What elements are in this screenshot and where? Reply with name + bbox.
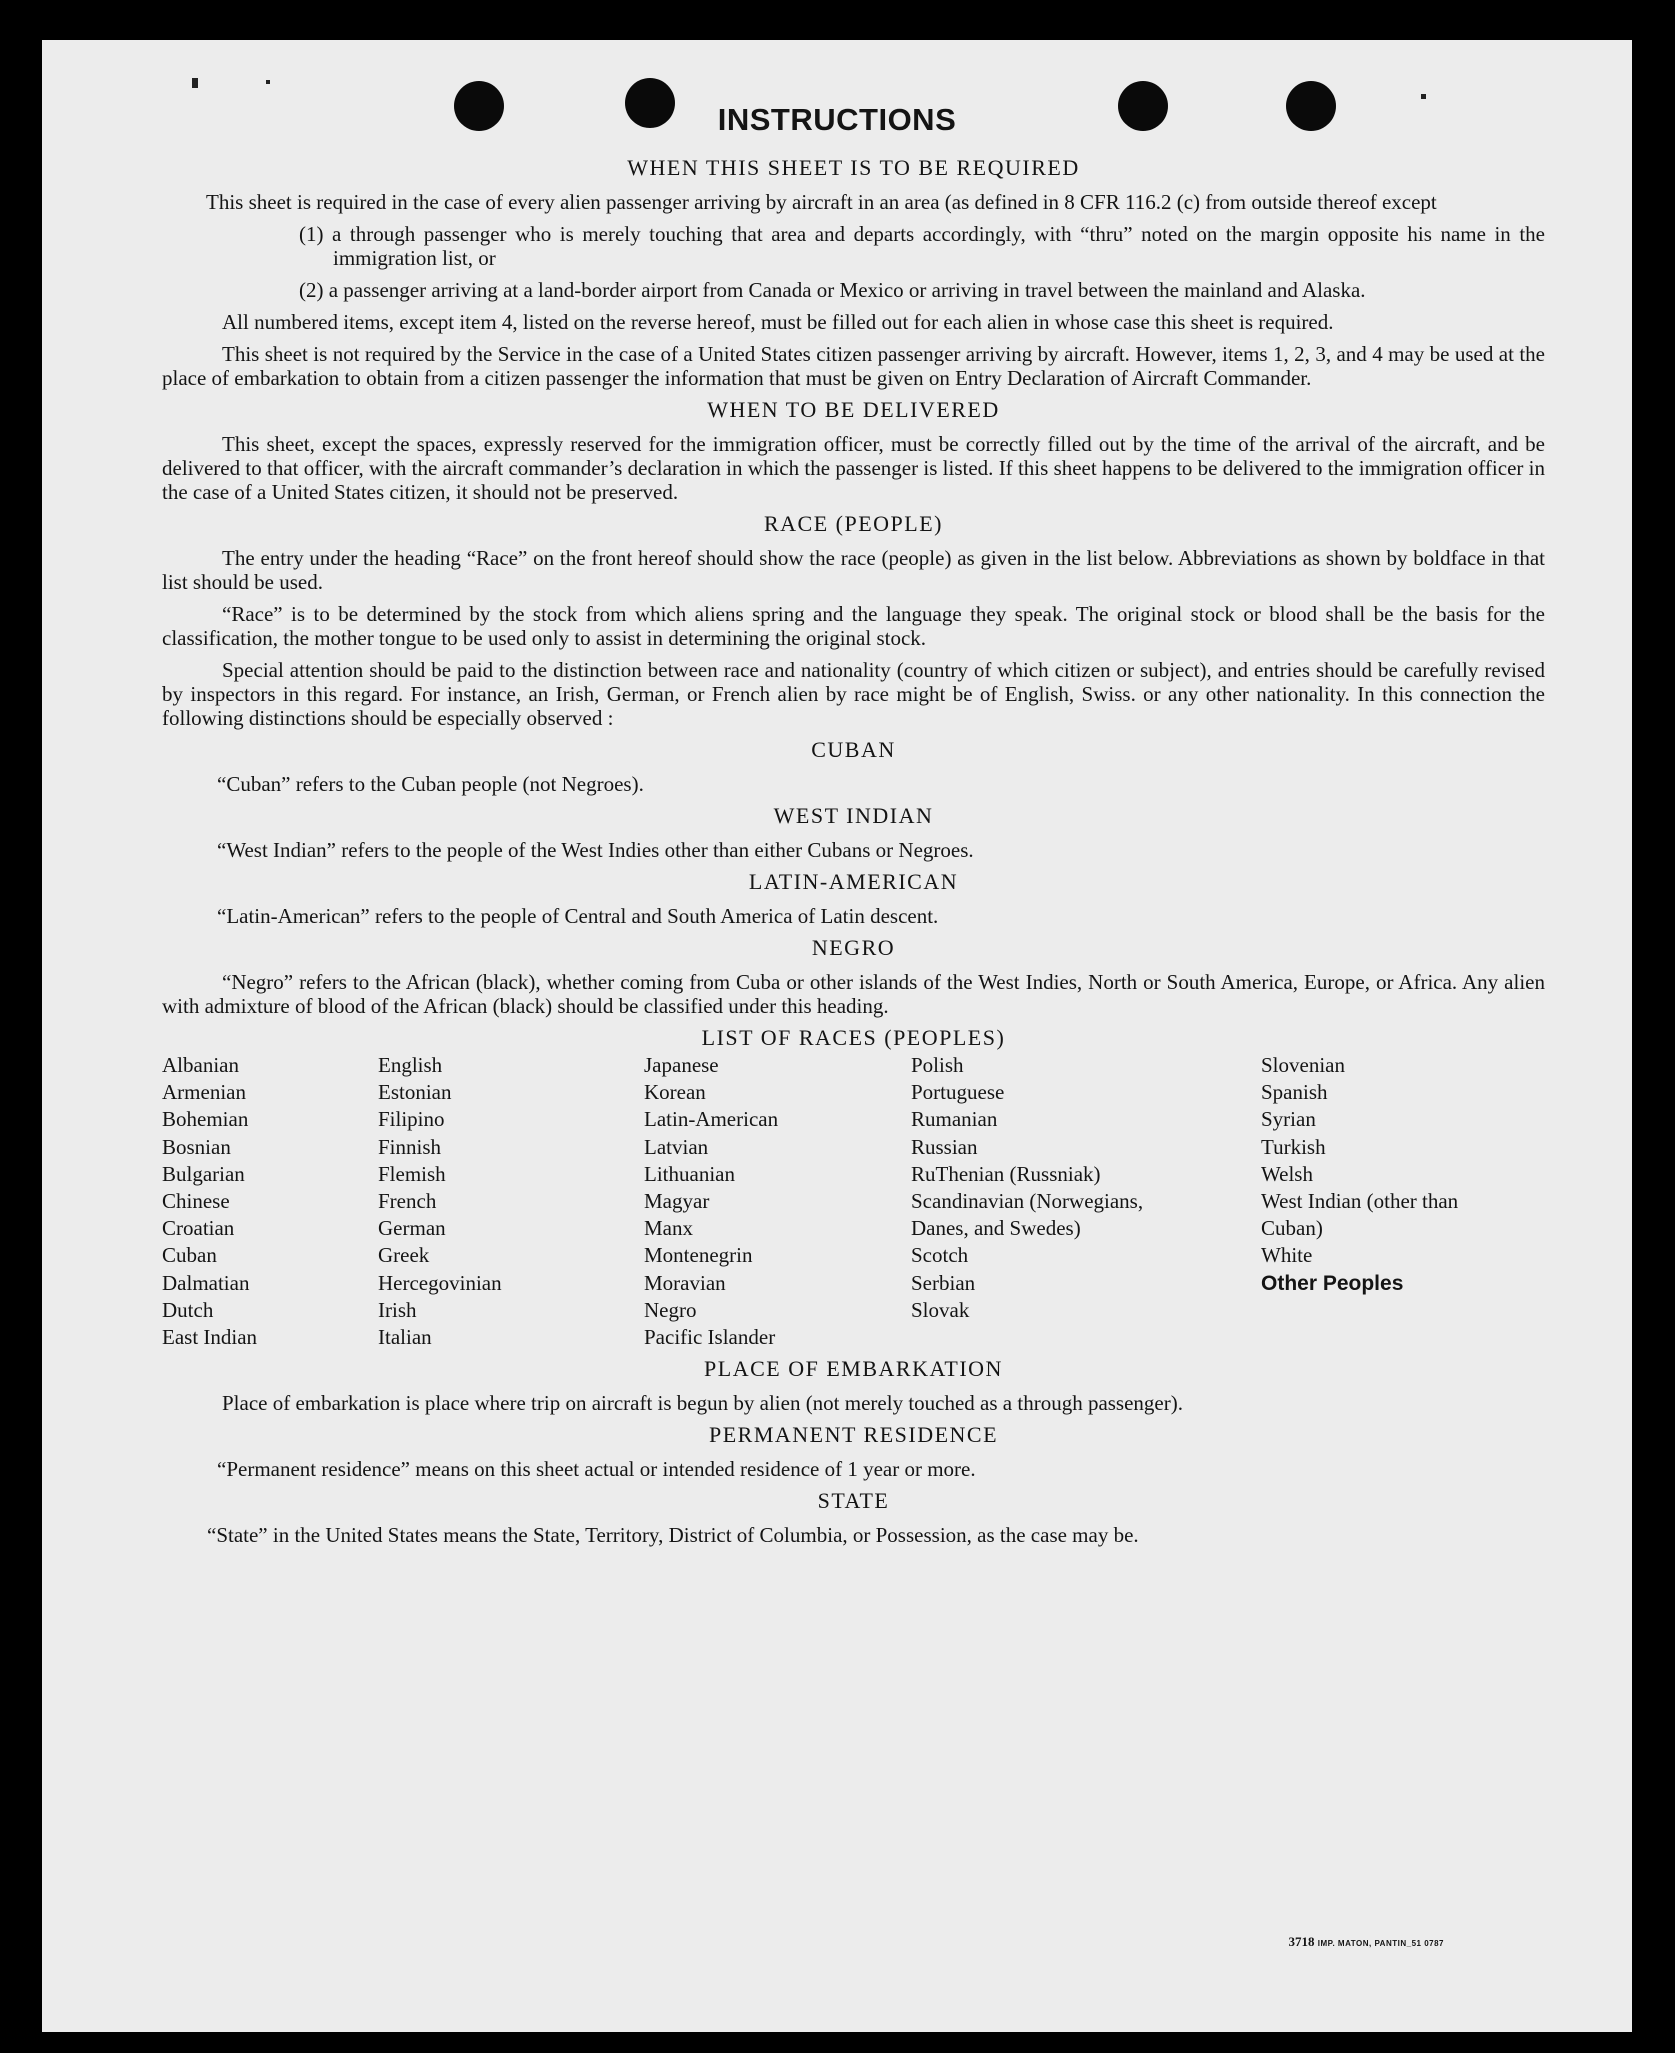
list-item: (2) a passenger arriving at a land-border airport from Canada or Mexico or arriving in travel between the mainland and Alaska. xyxy=(299,278,1366,302)
race-item: Serbian xyxy=(911,1270,976,1295)
race-item: Welsh xyxy=(1261,1161,1313,1186)
race-item: East Indian xyxy=(162,1325,258,1350)
race-item: Latvian xyxy=(644,1134,709,1159)
page-title: INSTRUCTIONS xyxy=(717,102,957,137)
section-heading: WEST INDIAN xyxy=(773,803,934,828)
race-column xyxy=(1261,1052,1545,1351)
race-column xyxy=(162,1052,378,1351)
race-item: Spanish xyxy=(1261,1080,1328,1105)
race-item: Albanian xyxy=(162,1053,239,1077)
section-heading: LIST OF RACES (PEOPLES) xyxy=(701,1025,1006,1050)
race-item: Scotch xyxy=(911,1243,969,1268)
paragraph: Special attention should be paid to the distinction between race and nationality (country of which citizen or subject), and entries should be carefully revised by inspectors in this regard. For instance, an Irish, German, or French alien by race might be of English, Swiss. or any other nationality. In this connection the following distinctions should be especially observed : xyxy=(162,658,1545,730)
race-item: Scandinavian (Norwegians, Danes, and Swedes) xyxy=(911,1189,1144,1241)
race-item: Manx xyxy=(644,1216,693,1241)
paragraph: This sheet is required in the case of every alien passenger arriving by aircraft in an area (as defined in 8 CFR 116.2 (c) from outside thereof except xyxy=(206,190,1437,214)
race-item: West Indian (other than Cuban) xyxy=(1261,1189,1459,1241)
race-item: Korean xyxy=(644,1080,706,1105)
paragraph: “State” in the United States means the State, Territory, District of Columbia, or Possession, as the case may be. xyxy=(207,1523,1139,1548)
paragraph: “West Indian” refers to the people of the West Indies other than either Cubans or Negroes. xyxy=(217,838,974,862)
race-item: Syrian xyxy=(1261,1107,1316,1132)
race-item: Rumanian xyxy=(911,1107,998,1132)
race-item: Pacific Islander xyxy=(644,1325,776,1350)
race-item: Greek xyxy=(378,1243,430,1268)
race-list xyxy=(162,1052,1545,1351)
race-item: Russian xyxy=(911,1134,978,1159)
race-item: Bulgarian xyxy=(162,1161,245,1186)
race-item: Dutch xyxy=(162,1297,214,1322)
section-heading: WHEN TO BE DELIVERED xyxy=(707,397,1000,422)
race-item: Slovak xyxy=(911,1297,970,1322)
race-item: Magyar xyxy=(644,1189,710,1214)
section-heading: STATE xyxy=(817,1488,890,1514)
section-heading: CUBAN xyxy=(811,737,896,762)
race-item: Chinese xyxy=(162,1189,230,1214)
paragraph: “Permanent residence” means on this sheet actual or intended residence of 1 year or more. xyxy=(217,1457,976,1482)
paragraph: All numbered items, except item 4, listed on the reverse hereof, must be filled out for each alien in whose case this sheet is required. xyxy=(222,310,1334,334)
race-item: Irish xyxy=(378,1297,417,1322)
section-heading: RACE (PEOPLE) xyxy=(764,511,943,536)
paragraph: “Negro” refers to the African (black), whether coming from Cuba or other islands of the West Indies, North or South America, Europe, or Africa. Any alien with admixture of blood of the African (black) should be classified under this heading. xyxy=(162,970,1545,1018)
form-footer xyxy=(1289,1934,1444,1950)
race-item: Latin-American xyxy=(644,1107,779,1132)
race-item: Lithuanian xyxy=(644,1161,735,1186)
paragraph: “Race” is to be determined by the stock from which aliens spring and the language they speak. The original stock or blood shall be the basis for the classification, the mother tongue to be used only to assist in determining the original stock. xyxy=(162,602,1545,650)
race-item: Bohemian xyxy=(162,1107,249,1132)
section-heading: PLACE OF EMBARKATION xyxy=(704,1356,1003,1382)
race-item: Other Peoples xyxy=(1261,1271,1404,1295)
race-item: English xyxy=(378,1053,443,1077)
race-item: Polish xyxy=(911,1053,964,1077)
race-item: Negro xyxy=(644,1297,697,1322)
paragraph: “Cuban” refers to the Cuban people (not Negroes). xyxy=(217,772,644,796)
race-item: Croatian xyxy=(162,1216,235,1241)
paragraph: This sheet is not required by the Service in the case of a United States citizen passenger arriving by aircraft. However, items 1, 2, 3, and 4 may be used at the place of embarkation to obtain from a citizen passenger the information that must be given on Entry Declaration of Aircraft Commander. xyxy=(162,342,1545,390)
race-item: Turkish xyxy=(1261,1134,1326,1159)
race-column xyxy=(911,1052,1261,1351)
race-item: RuThenian (Russniak) xyxy=(911,1161,1101,1186)
race-item: Portuguese xyxy=(911,1080,1005,1105)
paragraph: Place of embarkation is place where trip on aircraft is begun by alien (not merely touched as a through passenger). xyxy=(222,1391,1183,1416)
section-heading: WHEN THIS SHEET IS TO BE REQUIRED xyxy=(627,155,1080,180)
race-item: Japanese xyxy=(644,1053,719,1077)
race-item: Flemish xyxy=(378,1161,446,1186)
race-item: Bosnian xyxy=(162,1134,231,1159)
list-item: (1) a through passenger who is merely touching that area and departs accordingly, with “thru” noted on the margin opposite his name in the immigration list, or xyxy=(299,222,1545,270)
race-item: Estonian xyxy=(378,1080,452,1105)
race-item: French xyxy=(378,1189,437,1214)
paragraph: This sheet, except the spaces, expressly reserved for the immigration officer, must be correctly filled out by the time of the arrival of the aircraft, and be delivered to that officer, with the aircraft commander’s declaration in which the passenger is listed. If this sheet happens to be delivered to the immigration officer in the case of a United States citizen, it should not be preserved. xyxy=(162,432,1545,504)
document-page xyxy=(42,40,1632,2032)
race-item: Moravian xyxy=(644,1270,726,1295)
paragraph: The entry under the heading “Race” on the front hereof should show the race (people) as given in the list below. Abbreviations as shown by boldface in that list should be used. xyxy=(162,546,1545,594)
race-item: Hercegovinian xyxy=(378,1270,502,1295)
race-item: White xyxy=(1261,1243,1313,1268)
paragraph: “Latin-American” refers to the people of Central and South America of Latin descent. xyxy=(217,904,939,928)
section-heading: PERMANENT RESIDENCE xyxy=(708,1422,999,1448)
printer-mark: IMP. MATON, PANTIN_51 0787 xyxy=(1317,1939,1444,1948)
section-heading: LATIN-AMERICAN xyxy=(748,869,959,894)
race-column xyxy=(644,1052,911,1351)
race-item: Italian xyxy=(378,1325,432,1350)
race-item: Slovenian xyxy=(1261,1053,1345,1077)
race-column xyxy=(378,1052,644,1351)
section-heading: NEGRO xyxy=(811,935,896,960)
race-item: Cuban xyxy=(162,1243,217,1268)
race-item: Finnish xyxy=(378,1134,442,1159)
race-item: Armenian xyxy=(162,1080,246,1105)
speck xyxy=(266,80,270,84)
race-item: German xyxy=(378,1216,446,1241)
speck xyxy=(192,78,198,88)
race-item: Filipino xyxy=(378,1107,445,1132)
race-item: Dalmatian xyxy=(162,1270,250,1295)
speck xyxy=(1421,94,1426,99)
form-number: 3718 xyxy=(1288,1934,1315,1949)
instructions-body xyxy=(162,150,1545,1555)
race-item: Montenegrin xyxy=(644,1243,753,1268)
